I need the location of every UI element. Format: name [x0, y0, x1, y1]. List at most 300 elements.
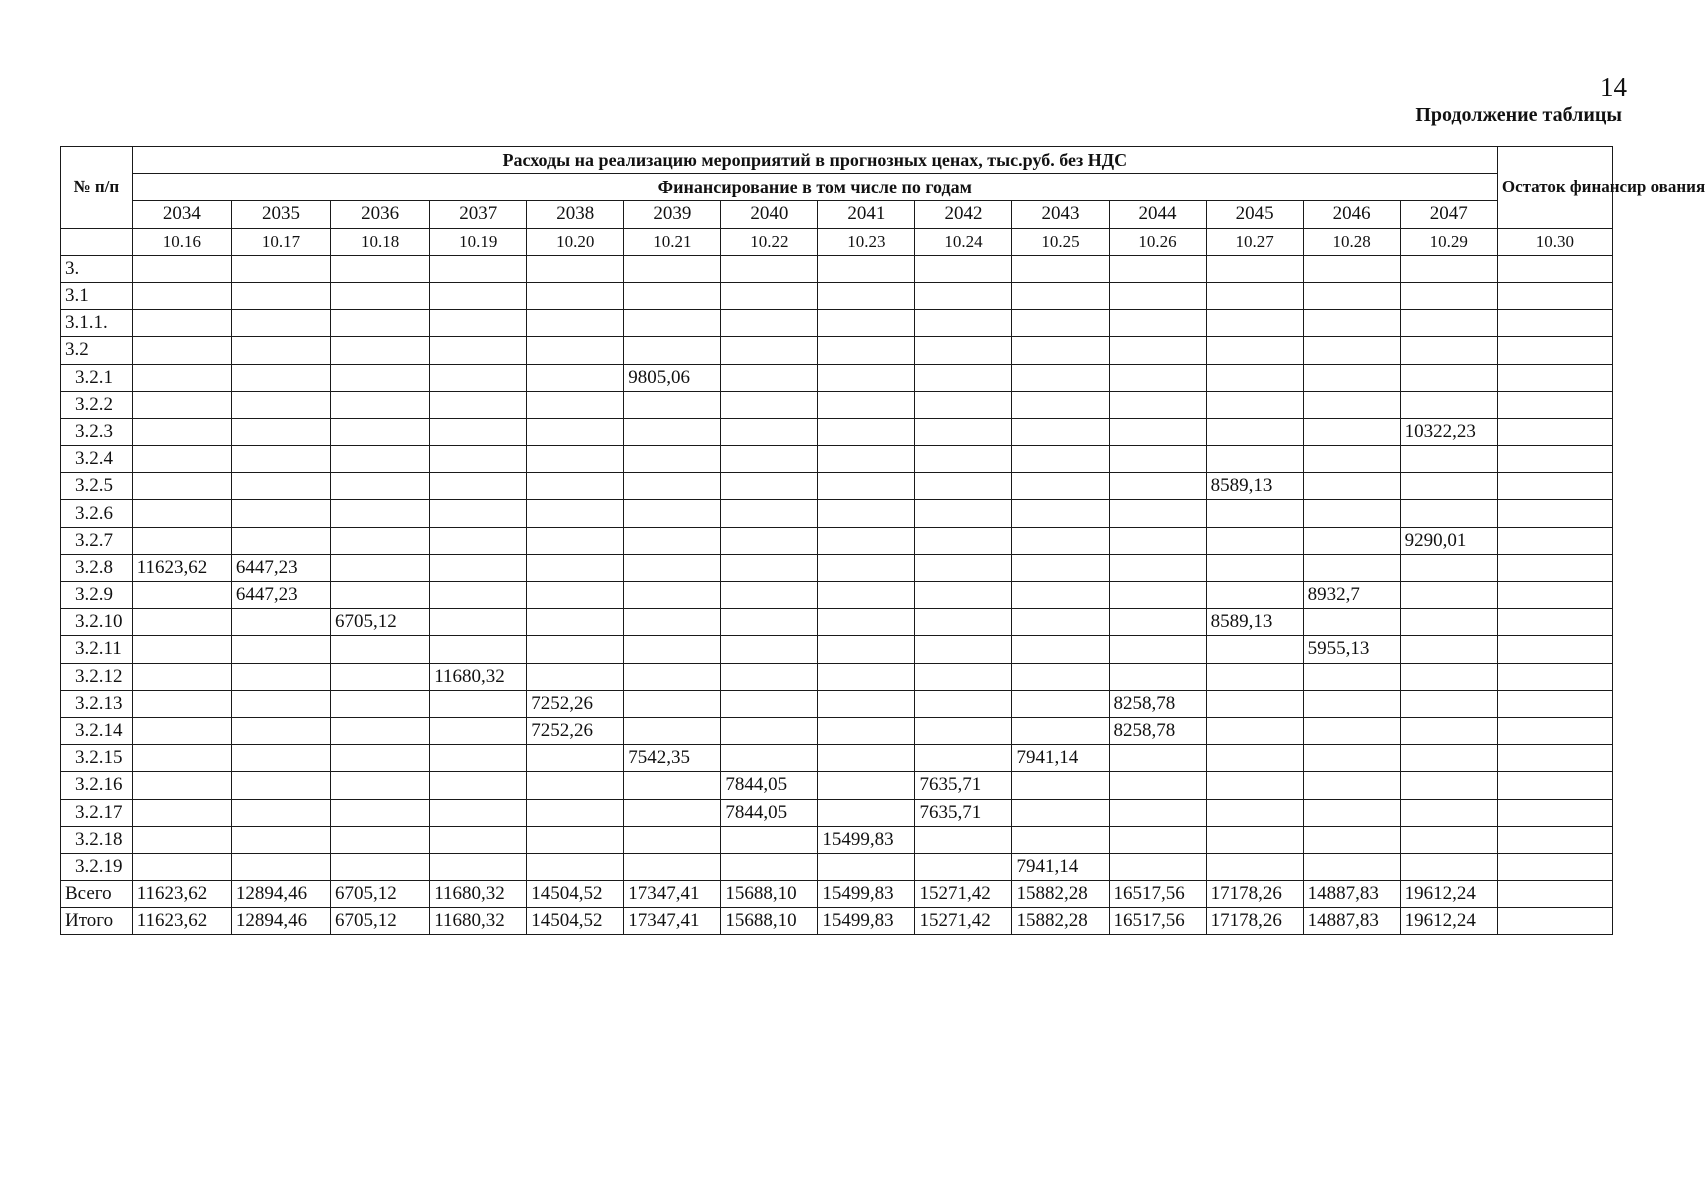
value-cell: [1303, 663, 1400, 690]
year-header: 2041: [818, 201, 915, 228]
value-cell: [721, 391, 818, 418]
value-cell: [331, 418, 430, 445]
value-cell: [624, 446, 721, 473]
value-cell: [1109, 364, 1206, 391]
value-cell: [1012, 391, 1109, 418]
value-cell: [1109, 636, 1206, 663]
value-cell: 7941,14: [1012, 853, 1109, 880]
value-cell: [132, 826, 231, 853]
value-cell: [132, 364, 231, 391]
value-cell: [1497, 310, 1612, 337]
value-cell: 12894,46: [231, 908, 330, 935]
value-cell: [1497, 418, 1612, 445]
year-header: 2044: [1109, 201, 1206, 228]
value-cell: 15688,10: [721, 908, 818, 935]
value-cell: 6705,12: [331, 881, 430, 908]
value-cell: [1303, 500, 1400, 527]
value-cell: [915, 826, 1012, 853]
expenses-title: Расходы на реализацию мероприятий в прогнозных ценах, тыс.руб. без НДС: [132, 147, 1497, 174]
value-cell: [231, 663, 330, 690]
value-cell: [1012, 500, 1109, 527]
value-cell: [331, 500, 430, 527]
value-cell: [721, 500, 818, 527]
value-cell: [331, 364, 430, 391]
value-cell: [331, 772, 430, 799]
value-cell: [231, 636, 330, 663]
value-cell: [132, 582, 231, 609]
year-header: 2036: [331, 201, 430, 228]
value-cell: [1400, 663, 1497, 690]
value-cell: [1109, 418, 1206, 445]
value-cell: [430, 690, 527, 717]
value-cell: [915, 310, 1012, 337]
column-code: 10.24: [915, 228, 1012, 255]
value-cell: 15499,83: [818, 826, 915, 853]
value-cell: [1012, 446, 1109, 473]
value-cell: 15271,42: [915, 908, 1012, 935]
value-cell: 17347,41: [624, 908, 721, 935]
value-cell: [1206, 282, 1303, 309]
value-cell: [1400, 310, 1497, 337]
value-cell: [818, 554, 915, 581]
table-row: [61, 826, 1613, 853]
value-cell: 6447,23: [231, 554, 330, 581]
value-cell: [1206, 717, 1303, 744]
value-cell: [721, 446, 818, 473]
value-cell: 17178,26: [1206, 881, 1303, 908]
row-label: 3.2.11: [61, 636, 133, 663]
value-cell: [331, 690, 430, 717]
value-cell: [1497, 717, 1612, 744]
value-cell: [818, 772, 915, 799]
value-cell: [1303, 745, 1400, 772]
value-cell: [1303, 527, 1400, 554]
value-cell: [527, 391, 624, 418]
value-cell: [915, 717, 1012, 744]
value-cell: [1206, 745, 1303, 772]
row-label: 3.2.12: [61, 663, 133, 690]
continuation-note: Продолжение таблицы: [1415, 104, 1622, 126]
value-cell: [624, 636, 721, 663]
value-cell: [331, 255, 430, 282]
value-cell: [915, 446, 1012, 473]
value-cell: [331, 636, 430, 663]
value-cell: 7635,71: [915, 799, 1012, 826]
value-cell: [1303, 717, 1400, 744]
value-cell: [1497, 745, 1612, 772]
value-cell: [721, 690, 818, 717]
table-row: [61, 609, 1613, 636]
value-cell: [132, 255, 231, 282]
value-cell: [915, 473, 1012, 500]
value-cell: [721, 554, 818, 581]
table-row: [61, 391, 1613, 418]
value-cell: [1400, 446, 1497, 473]
column-code: 10.18: [331, 228, 430, 255]
code-blank-cell: [61, 228, 133, 255]
year-header: 2043: [1012, 201, 1109, 228]
value-cell: [721, 826, 818, 853]
value-cell: [1012, 473, 1109, 500]
value-cell: 11680,32: [430, 881, 527, 908]
column-code: 10.17: [231, 228, 330, 255]
value-cell: [1497, 255, 1612, 282]
value-cell: [1400, 609, 1497, 636]
value-cell: [1400, 554, 1497, 581]
value-cell: [915, 554, 1012, 581]
value-cell: [1303, 282, 1400, 309]
value-cell: [430, 500, 527, 527]
value-cell: [818, 717, 915, 744]
value-cell: [527, 663, 624, 690]
value-cell: [624, 799, 721, 826]
value-cell: [331, 582, 430, 609]
value-cell: 16517,56: [1109, 881, 1206, 908]
value-cell: [721, 717, 818, 744]
value-cell: [1012, 690, 1109, 717]
value-cell: [624, 473, 721, 500]
value-cell: [1497, 282, 1612, 309]
value-cell: [331, 745, 430, 772]
table-row: [61, 663, 1613, 690]
column-code: 10.29: [1400, 228, 1497, 255]
value-cell: [1206, 500, 1303, 527]
value-cell: [1012, 554, 1109, 581]
value-cell: [231, 527, 330, 554]
value-cell: 16517,56: [1109, 908, 1206, 935]
value-cell: [430, 527, 527, 554]
value-cell: [430, 826, 527, 853]
value-cell: 8589,13: [1206, 609, 1303, 636]
value-cell: [1206, 418, 1303, 445]
value-cell: [1109, 826, 1206, 853]
value-cell: [1400, 636, 1497, 663]
value-cell: 7941,14: [1012, 745, 1109, 772]
table-row: [61, 255, 1613, 282]
value-cell: [1400, 772, 1497, 799]
value-cell: 7844,05: [721, 799, 818, 826]
value-cell: [915, 582, 1012, 609]
value-cell: [1012, 663, 1109, 690]
value-cell: [1497, 772, 1612, 799]
value-cell: [818, 663, 915, 690]
row-label: 3.2.15: [61, 745, 133, 772]
value-cell: [231, 826, 330, 853]
value-cell: [231, 337, 330, 364]
value-cell: [430, 337, 527, 364]
year-header: 2038: [527, 201, 624, 228]
column-code: 10.28: [1303, 228, 1400, 255]
value-cell: [1109, 772, 1206, 799]
value-cell: 6705,12: [331, 609, 430, 636]
year-header: 2047: [1400, 201, 1497, 228]
value-cell: 15271,42: [915, 881, 1012, 908]
value-cell: [818, 255, 915, 282]
value-cell: [1109, 853, 1206, 880]
value-cell: [331, 799, 430, 826]
value-cell: [818, 391, 915, 418]
table-row: [61, 853, 1613, 880]
value-cell: [818, 473, 915, 500]
table-row: [61, 745, 1613, 772]
value-cell: [1303, 690, 1400, 717]
value-cell: [527, 473, 624, 500]
table-row: [61, 500, 1613, 527]
value-cell: [1303, 446, 1400, 473]
value-cell: [430, 255, 527, 282]
value-cell: [915, 337, 1012, 364]
value-cell: [1303, 364, 1400, 391]
table-row: [61, 282, 1613, 309]
table-row: [61, 908, 1613, 935]
value-cell: [430, 391, 527, 418]
value-cell: 7542,35: [624, 745, 721, 772]
year-header: 2039: [624, 201, 721, 228]
column-code: 10.26: [1109, 228, 1206, 255]
value-cell: [1109, 473, 1206, 500]
value-cell: [1497, 609, 1612, 636]
value-cell: [818, 609, 915, 636]
value-cell: [527, 527, 624, 554]
value-cell: [1206, 636, 1303, 663]
value-cell: [624, 690, 721, 717]
value-cell: 6447,23: [231, 582, 330, 609]
value-cell: [1400, 255, 1497, 282]
value-cell: [1206, 554, 1303, 581]
year-header: 2035: [231, 201, 330, 228]
value-cell: [1497, 853, 1612, 880]
value-cell: [1400, 364, 1497, 391]
value-cell: [132, 853, 231, 880]
value-cell: [1012, 799, 1109, 826]
table-row: [61, 473, 1613, 500]
column-code: 10.23: [818, 228, 915, 255]
value-cell: [915, 500, 1012, 527]
year-header: 2045: [1206, 201, 1303, 228]
value-cell: [132, 636, 231, 663]
value-cell: [624, 582, 721, 609]
year-header: 2042: [915, 201, 1012, 228]
value-cell: [721, 473, 818, 500]
value-cell: 14504,52: [527, 908, 624, 935]
value-cell: [1497, 799, 1612, 826]
value-cell: 15688,10: [721, 881, 818, 908]
value-cell: [430, 446, 527, 473]
value-cell: [624, 391, 721, 418]
value-cell: [721, 337, 818, 364]
value-cell: [1497, 391, 1612, 418]
value-cell: 7635,71: [915, 772, 1012, 799]
value-cell: [915, 391, 1012, 418]
page-number: 14: [1600, 72, 1627, 102]
value-cell: [527, 446, 624, 473]
value-cell: [915, 745, 1012, 772]
value-cell: [1012, 337, 1109, 364]
row-label: 3.2: [61, 337, 133, 364]
value-cell: [430, 745, 527, 772]
value-cell: [915, 364, 1012, 391]
value-cell: [331, 282, 430, 309]
value-cell: [624, 663, 721, 690]
value-cell: [1012, 826, 1109, 853]
row-label: 3.2.17: [61, 799, 133, 826]
value-cell: [624, 554, 721, 581]
value-cell: [721, 364, 818, 391]
row-label: 3.2.13: [61, 690, 133, 717]
value-cell: [1012, 282, 1109, 309]
value-cell: [1400, 582, 1497, 609]
value-cell: [1303, 391, 1400, 418]
column-code: 10.25: [1012, 228, 1109, 255]
value-cell: [818, 690, 915, 717]
value-cell: 11680,32: [430, 663, 527, 690]
value-cell: [527, 582, 624, 609]
value-cell: [430, 282, 527, 309]
value-cell: [132, 772, 231, 799]
value-cell: [624, 772, 721, 799]
value-cell: [231, 364, 330, 391]
value-cell: [1400, 500, 1497, 527]
value-cell: [915, 282, 1012, 309]
value-cell: [721, 853, 818, 880]
value-cell: [132, 717, 231, 744]
row-label: 3.: [61, 255, 133, 282]
value-cell: [1497, 908, 1612, 935]
year-header: 2046: [1303, 201, 1400, 228]
value-cell: [818, 446, 915, 473]
value-cell: [527, 255, 624, 282]
value-cell: [331, 826, 430, 853]
row-label: 3.1: [61, 282, 133, 309]
value-cell: [331, 310, 430, 337]
value-cell: 11623,62: [132, 554, 231, 581]
value-cell: [527, 799, 624, 826]
value-cell: [1206, 337, 1303, 364]
value-cell: [231, 853, 330, 880]
value-cell: [721, 255, 818, 282]
value-cell: [1303, 255, 1400, 282]
value-cell: [430, 799, 527, 826]
value-cell: [1497, 663, 1612, 690]
value-cell: [1497, 690, 1612, 717]
value-cell: [1206, 446, 1303, 473]
value-cell: [915, 636, 1012, 663]
value-cell: [527, 772, 624, 799]
value-cell: [915, 609, 1012, 636]
value-cell: [430, 473, 527, 500]
value-cell: [132, 500, 231, 527]
value-cell: [132, 473, 231, 500]
row-label: 3.2.7: [61, 527, 133, 554]
value-cell: [1109, 255, 1206, 282]
value-cell: [1012, 582, 1109, 609]
value-cell: [1400, 282, 1497, 309]
remainder-header: Остаток финансир ования: [1497, 147, 1612, 229]
value-cell: [1206, 391, 1303, 418]
value-cell: [527, 745, 624, 772]
value-cell: [527, 853, 624, 880]
value-cell: [721, 609, 818, 636]
value-cell: [721, 527, 818, 554]
value-cell: [430, 772, 527, 799]
value-cell: [331, 554, 430, 581]
value-cell: [1012, 364, 1109, 391]
value-cell: [430, 310, 527, 337]
value-cell: [1303, 310, 1400, 337]
value-cell: [132, 609, 231, 636]
table-row: [61, 582, 1613, 609]
value-cell: [721, 582, 818, 609]
value-cell: [430, 582, 527, 609]
row-label: 3.2.2: [61, 391, 133, 418]
table-row: [61, 310, 1613, 337]
value-cell: [1303, 554, 1400, 581]
row-label: Всего: [61, 881, 133, 908]
value-cell: [527, 337, 624, 364]
table-row: [61, 881, 1613, 908]
value-cell: [1012, 609, 1109, 636]
value-cell: [231, 609, 330, 636]
row-label: 3.2.16: [61, 772, 133, 799]
value-cell: [818, 364, 915, 391]
value-cell: [1497, 582, 1612, 609]
value-cell: [624, 609, 721, 636]
value-cell: [1109, 310, 1206, 337]
value-cell: [1303, 473, 1400, 500]
value-cell: 19612,24: [1400, 908, 1497, 935]
year-header: 2037: [430, 201, 527, 228]
value-cell: [231, 772, 330, 799]
value-cell: [915, 690, 1012, 717]
value-cell: 7844,05: [721, 772, 818, 799]
value-cell: [1012, 772, 1109, 799]
value-cell: [231, 500, 330, 527]
value-cell: [915, 663, 1012, 690]
value-cell: [818, 636, 915, 663]
value-cell: [721, 636, 818, 663]
value-cell: [231, 717, 330, 744]
row-label: 3.2.19: [61, 853, 133, 880]
value-cell: [132, 418, 231, 445]
table-row: [61, 636, 1613, 663]
value-cell: [132, 310, 231, 337]
row-label: 3.2.1: [61, 364, 133, 391]
expenses-table: [60, 146, 1705, 935]
value-cell: [132, 446, 231, 473]
value-cell: [231, 446, 330, 473]
value-cell: [818, 799, 915, 826]
row-label: 3.2.10: [61, 609, 133, 636]
value-cell: [818, 500, 915, 527]
value-cell: [1206, 364, 1303, 391]
value-cell: 8589,13: [1206, 473, 1303, 500]
table-row: [61, 690, 1613, 717]
value-cell: [1400, 337, 1497, 364]
value-cell: [430, 636, 527, 663]
value-cell: [915, 853, 1012, 880]
value-cell: [1303, 853, 1400, 880]
value-cell: [1400, 799, 1497, 826]
value-cell: 8258,78: [1109, 717, 1206, 744]
value-cell: [231, 391, 330, 418]
value-cell: [430, 609, 527, 636]
value-cell: [231, 310, 330, 337]
value-cell: [624, 310, 721, 337]
value-cell: [132, 663, 231, 690]
value-cell: 15499,83: [818, 881, 915, 908]
value-cell: [132, 527, 231, 554]
value-cell: [624, 853, 721, 880]
